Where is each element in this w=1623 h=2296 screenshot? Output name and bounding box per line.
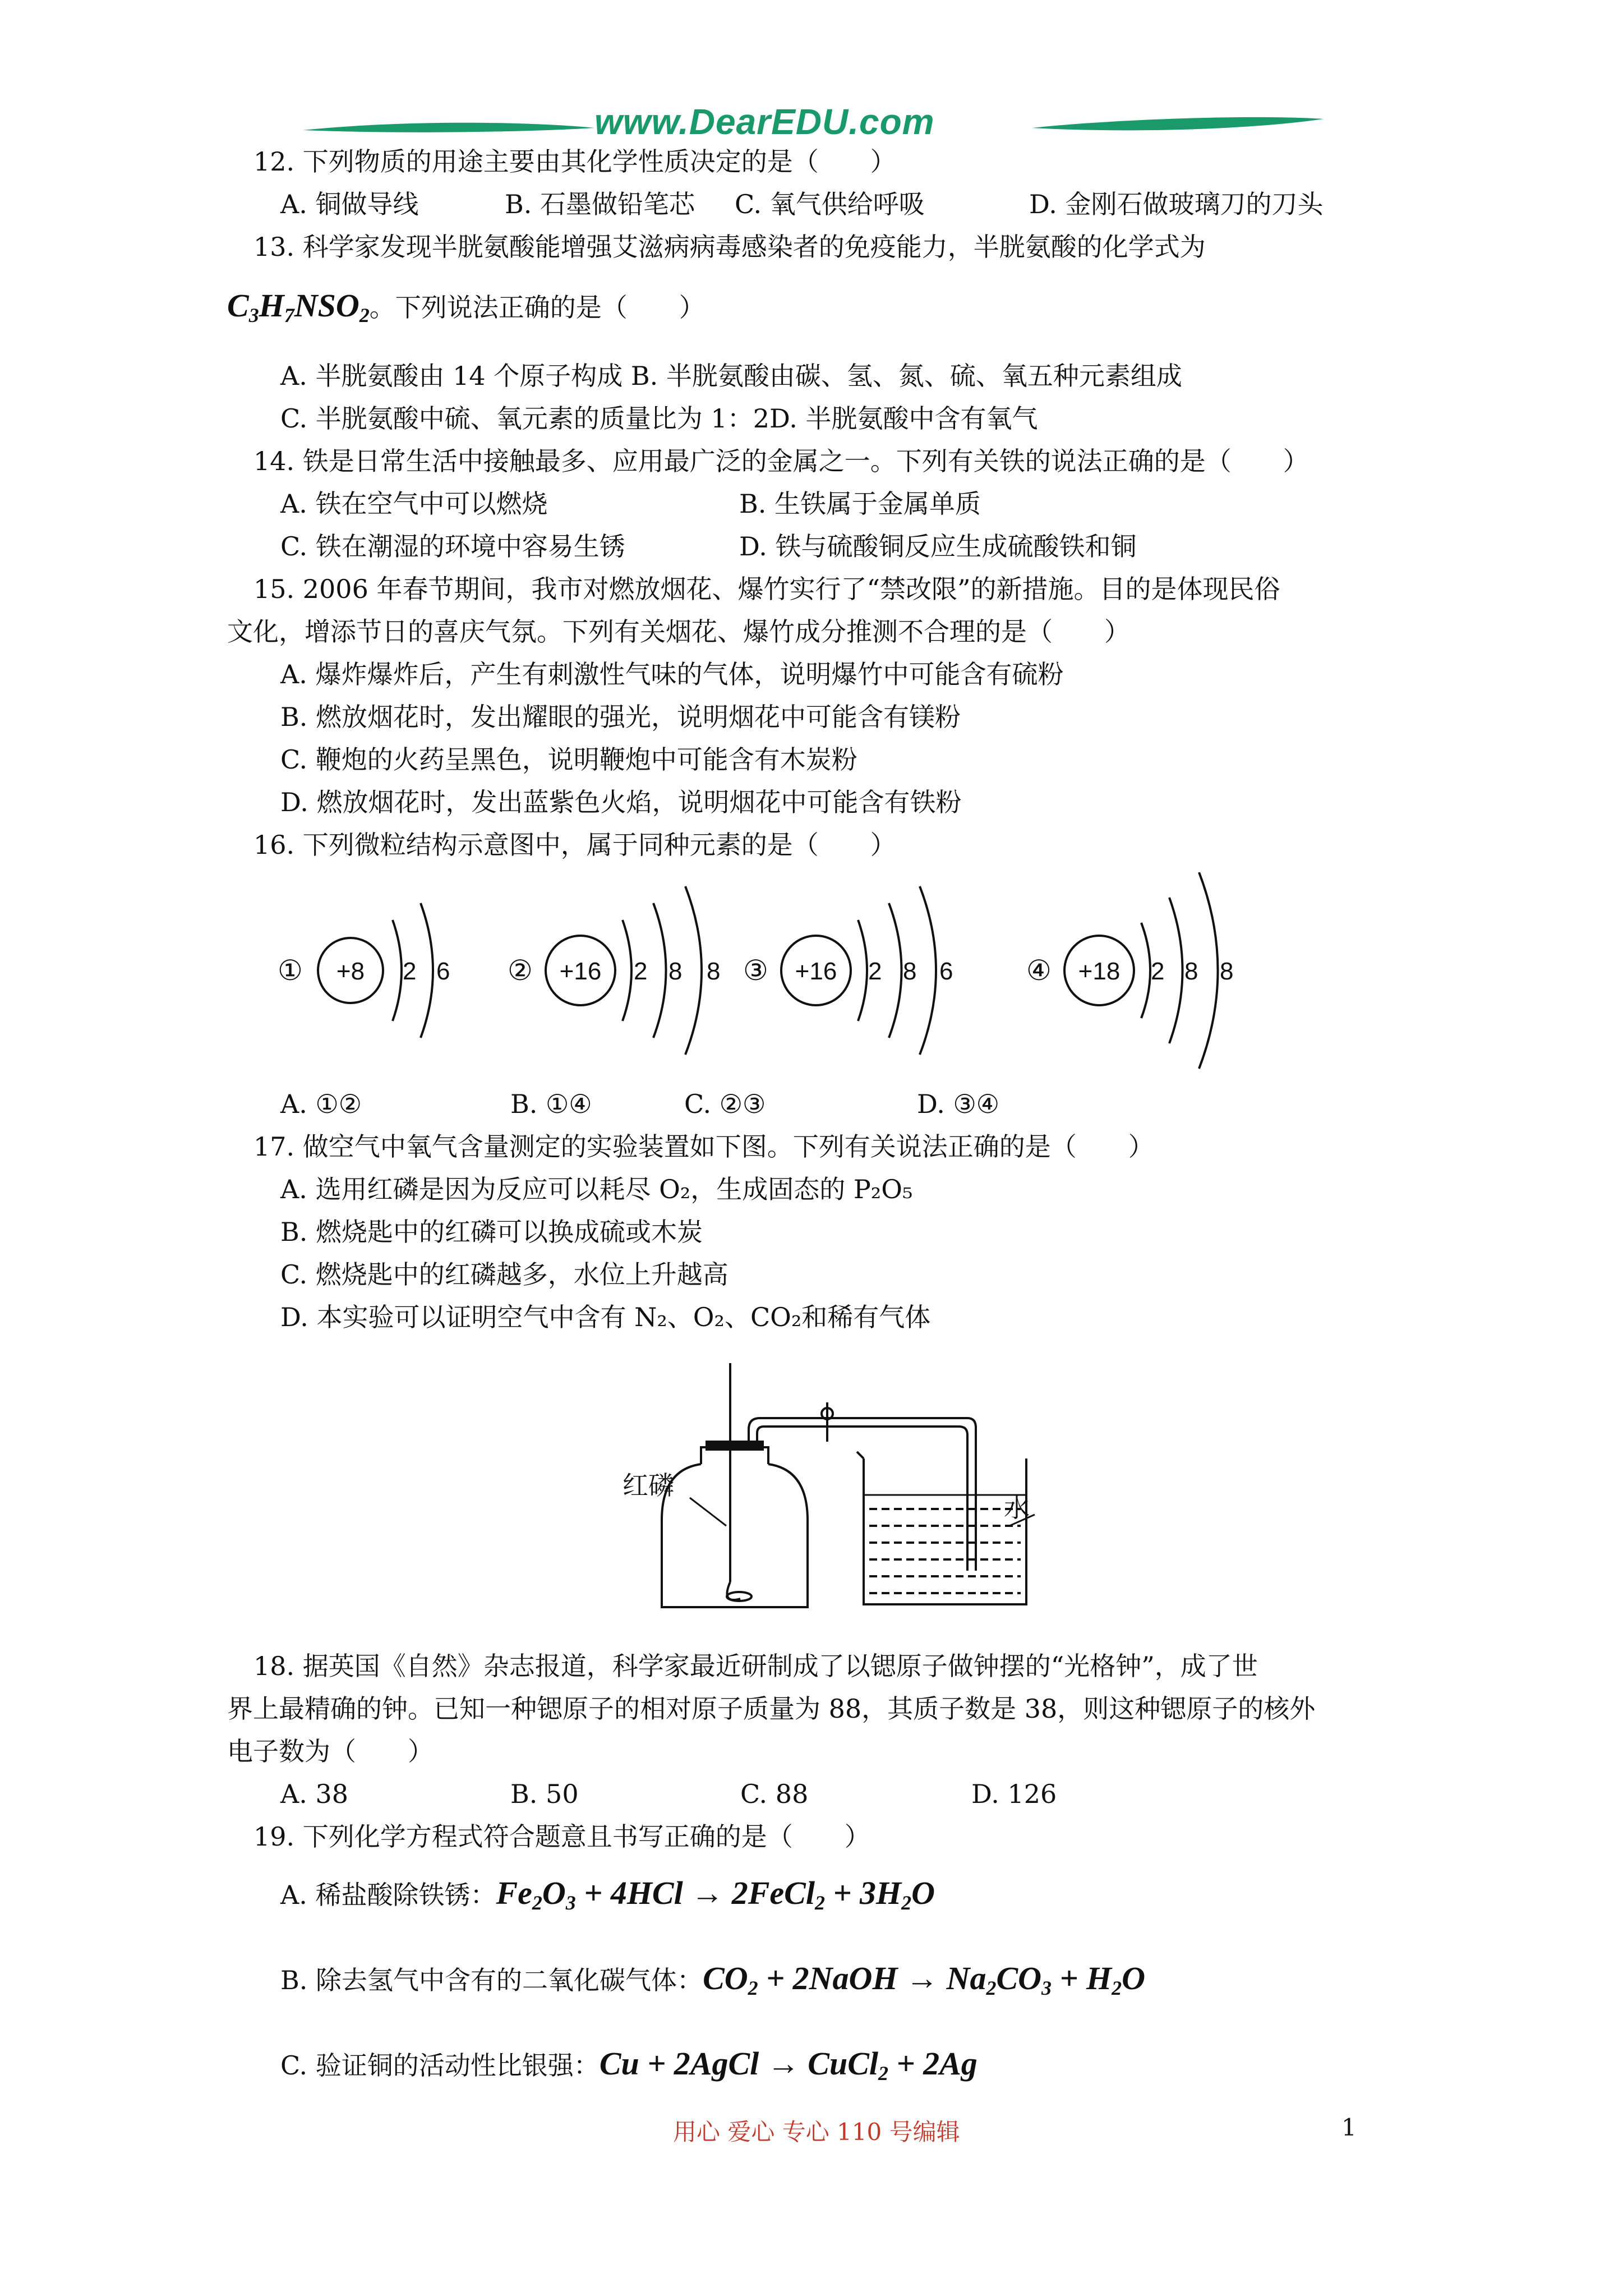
q14-option-a: A. 铁在空气中可以燃烧: [280, 489, 548, 519]
q13-stem-tail: 。下列说法正确的是（ ）: [369, 292, 705, 323]
red-phosphorus-label: 红磷: [623, 1471, 674, 1500]
q14-option-c: C. 铁在潮湿的环境中容易生锈: [280, 531, 625, 562]
q12-option-b: B. 石墨做铅笔芯: [505, 189, 695, 219]
atom-2-shell-3: 8: [707, 958, 721, 985]
q13-stem: 13. 科学家发现半胱氨酸能增强艾滋病病毒感染者的免疫能力，半胱氨酸的化学式为: [253, 232, 1206, 262]
q15-option-c: C. 鞭炮的火药呈黑色，说明鞭炮中可能含有木炭粉: [280, 744, 857, 775]
site-brand[interactable]: www.DearEDU.com: [594, 102, 935, 142]
atom-diagram-1: [278, 903, 450, 1038]
q16-option-a: A. ①②: [280, 1089, 362, 1119]
q18-stem-line3: 电子数为（ ）: [227, 1736, 434, 1766]
q18-stem-line2: 界上最精确的钟。已知一种锶原子的相对原子质量为 88，其质子数是 38，则这种锶原子的核外: [227, 1694, 1316, 1724]
q17-option-c: C. 燃烧匙中的红磷越多，水位上升越高: [280, 1259, 728, 1290]
q14-option-b: B. 生铁属于金属单质: [739, 489, 981, 519]
q19-option-b-label: B. 除去氢气中含有的二氧化碳气体：: [280, 1965, 703, 1995]
q12-option-d: D. 金刚石做玻璃刀的刀头: [1029, 189, 1324, 219]
atom-2-shell-2: 8: [668, 958, 683, 985]
q12-option-c: C. 氧气供给呼吸: [735, 189, 925, 219]
atom-1-nucleus: +8: [336, 958, 365, 985]
q16-option-b: B. ①④: [510, 1089, 592, 1119]
q19-option-c-label: C. 验证铜的活动性比银强：: [280, 2050, 600, 2081]
q17-stem: 17. 做空气中氧气含量测定的实验装置如下图。下列有关说法正确的是（ ）: [253, 1131, 1154, 1162]
q17-option-b: B. 燃烧匙中的红磷可以换成硫或木炭: [280, 1217, 703, 1247]
page-number: 1: [1341, 2114, 1357, 2141]
q15-stem-line2: 文化，增添节日的喜庆气氛。下列有关烟花、爆竹成分推测不合理的是（ ）: [227, 616, 1130, 647]
atom-3-shell-1: 2: [868, 958, 882, 985]
atom-2-shell-1: 2: [634, 958, 648, 985]
q19-option-a-label: A. 稀盐酸除铁锈：: [280, 1880, 496, 1910]
q16-option-d: D. ③④: [917, 1089, 999, 1119]
q13-formula-line: [227, 285, 705, 336]
atom-3-label: ③: [743, 955, 768, 986]
atom-4-label: ④: [1026, 955, 1052, 986]
q12-stem: 12. 下列物质的用途主要由其化学性质决定的是（ ）: [253, 146, 896, 177]
q19-option-a-equation: $Fe_2O_3 + 4HCl$ → 2FeCl$_2$ + $3H_2O$: [496, 1875, 935, 1915]
atom-4-shell-3: 8: [1220, 958, 1234, 985]
atom-1-shell-1: 2: [403, 958, 417, 985]
atom-diagram-4: [1026, 872, 1233, 1069]
q19-stem: 19. 下列化学方程式符合题意且书写正确的是（ ）: [253, 1821, 870, 1852]
q13-options-ab: A. 半胱氨酸由 14 个原子构成 B. 半胱氨酸由碳、氢、氮、硫、氧五种元素组成: [280, 361, 1182, 391]
atom-2-label: ②: [508, 955, 533, 986]
q18-option-c: C. 88: [740, 1779, 809, 1809]
atom-diagram-2: [508, 886, 720, 1055]
q15-option-a: A. 爆炸爆炸后，产生有刺激性气味的气体，说明爆竹中可能含有硫粉: [280, 659, 1064, 689]
q15-option-d: D. 燃放烟花时，发出蓝紫色火焰，说明烟花中可能含有铁粉: [280, 787, 962, 817]
q14-stem: 14. 铁是日常生活中接触最多、应用最广泛的金属之一。下列有关铁的说法正确的是（ ）: [253, 446, 1309, 476]
atom-3-shell-2: 8: [903, 958, 917, 985]
atom-3-shell-3: 6: [939, 958, 953, 985]
atom-4-shell-1: 2: [1151, 958, 1165, 985]
q19-option-c: [280, 2043, 978, 2094]
atom-3-nucleus: +16: [795, 958, 837, 985]
q12-option-a: A. 铜做导线: [280, 189, 419, 219]
q13-formula: $C_3H_7NSO_2$: [227, 287, 370, 327]
atom-1-shell-2: 6: [436, 958, 450, 985]
q17-option-a: A. 选用红磷是因为反应可以耗尽 O₂，生成固态的 P₂O₅: [280, 1174, 913, 1204]
q15-stem-line1: 15. 2006 年春节期间，我市对燃放烟花、爆竹实行了“禁改限”的新措施。目的是体现民俗: [253, 574, 1280, 604]
q13-options-cd: C. 半胱氨酸中硫、氧元素的质量比为 1：2D. 半胱氨酸中含有氧气: [280, 403, 1038, 434]
atom-diagram-3: [743, 886, 953, 1055]
atom-1-label: ①: [278, 955, 303, 986]
q14-option-d: D. 铁与硫酸铜反应生成硫酸铁和铜: [739, 531, 1137, 562]
oxygen-experiment-apparatus: [623, 1358, 1038, 1627]
q16-stem: 16. 下列微粒结构示意图中，属于同种元素的是（ ）: [253, 830, 896, 860]
q16-option-c: C. ②③: [684, 1089, 766, 1119]
q18-option-d: D. 126: [971, 1779, 1057, 1809]
q18-option-a: A. 38: [280, 1779, 348, 1809]
q17-option-d: D. 本实验可以证明空气中含有 N₂、O₂、CO₂和稀有气体: [280, 1302, 931, 1332]
footer-text: 用心 爱心 专心 110 号编辑: [673, 2118, 960, 2146]
q18-stem-line1: 18. 据英国《自然》杂志报道，科学家最近研制成了以锶原子做钟摆的“光格钟”，成了世: [253, 1651, 1258, 1681]
q19-option-b-equation: $CO_2$ + 2NaOH → $Na_2CO_3 + H_2O$: [703, 1960, 1146, 2000]
q19-option-b: [280, 1958, 1145, 2009]
q18-option-b: B. 50: [510, 1779, 579, 1809]
atom-4-shell-2: 8: [1184, 958, 1198, 985]
q19-option-a: [280, 1872, 935, 1924]
q15-option-b: B. 燃放烟花时，发出耀眼的强光，说明烟花中可能含有镁粉: [280, 702, 961, 732]
atom-2-nucleus: +16: [559, 958, 602, 985]
atom-4-nucleus: +18: [1078, 958, 1121, 985]
q19-option-c-equation: Cu + 2AgCl → CuCl$_2$ + 2Ag: [599, 2045, 978, 2085]
water-label: 水: [1004, 1493, 1030, 1522]
